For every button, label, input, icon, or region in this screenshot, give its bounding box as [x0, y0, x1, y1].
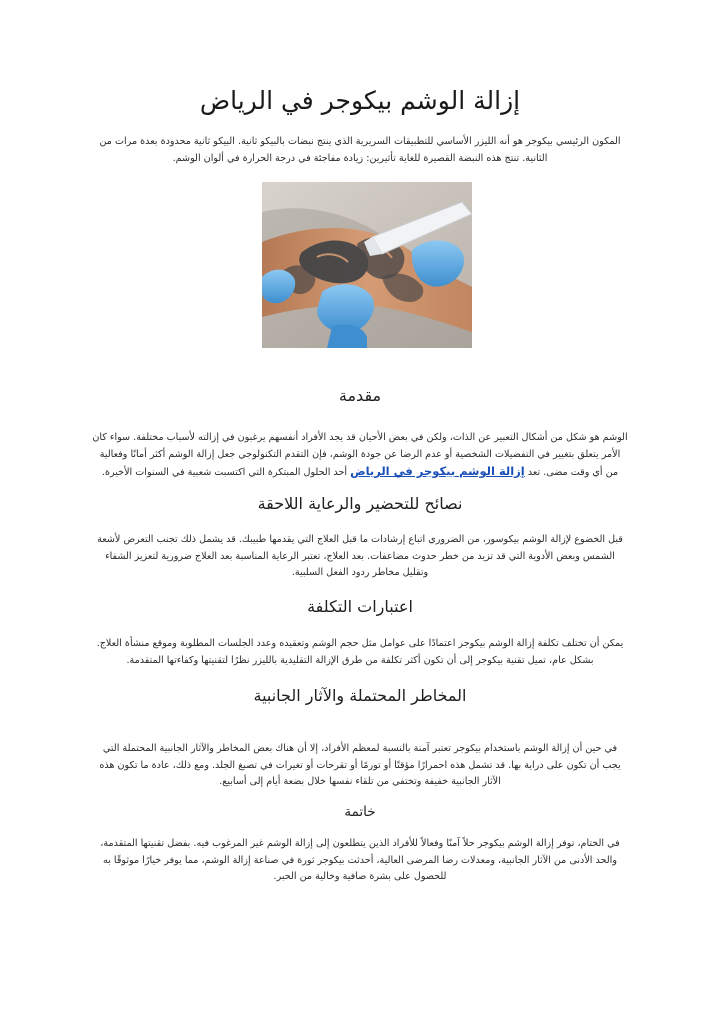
- tattoo-removal-photo: [262, 182, 472, 348]
- conclusion-heading: خاتمة: [344, 804, 376, 820]
- conclusion-paragraph: في الختام، توفر إزالة الوشم بيكوجر حلاً آمنًا وفعالاً للأفراد الذين يتطلعون إلى إزالة الوشم غير المرغوب فيه. بفضل تقنيتها المتقدمة، والحد الأدنى من الآثار الجانبية، ومعدلات رضا المرضى العالية، أحدثت بيكوجر ثورة في صناعة إزالة الوشم، مما يوفر خيارًا موثوقًا به للحصول على بشرة صافية وخالية من الحبر.: [100, 838, 620, 882]
- intro-heading: مقدمة: [338, 386, 382, 405]
- risks-paragraph: في حين أن إزالة الوشم باستخدام بيكوجر تعتبر آمنة بالنسبة لمعظم الأفراد، إلا أن هناك بعض المخاطر والآثار الجانبية المحتملة التي يجب أن تكون على دراية بها. قد تشمل هذه احمرارًا مؤقتًا أو تورمًا أو تقرحات أو تغيرات في تصبغ الجلد. ومع ذلك، عادة ما تكون هذه الآثار الجانبية خفيفة وتختفي من تلقاء نفسها خلال بضعة أيام إلى أسابيع.: [99, 743, 621, 787]
- tips-heading: نصائح للتحضير والرعاية اللاحقة: [257, 494, 463, 513]
- cost-paragraph: يمكن أن تختلف تكلفة إزالة الوشم بيكوجر اعتمادًا على عوامل مثل حجم الوشم وتعقيده وعدد الجلسات المطلوبة وموقع منشأة العلاج. بشكل عام، تميل تقنية بيكوجر إلى أن تكون أكثر تكلفة من طرق الإزالة التقليدية بالليزر نظرًا لتقنيتها وكفاءتها المتقدمة.: [96, 638, 624, 666]
- risks-heading: المخاطر المحتملة والآثار الجانبية: [253, 686, 467, 705]
- keyword-link[interactable]: إزالة الوشم بيكوجر في الرياض: [350, 464, 525, 478]
- page-title: إزالة الوشم بيكوجر في الرياض: [199, 86, 521, 115]
- intro-paragraph: المكون الرئيسي بيكوجر هو أنه الليزر الأساسي للتطبيقات السريرية الذي ينتج نبضات بالبيكو ثانية. البيكو ثانية محدودة بعدة مرات من الثانية. تنتج هذه النبضة القصيرة للغاية تأثيرين: زيادة مفاجئة في درجة الحرارة في ألوان الوشم.: [99, 136, 621, 164]
- tips-paragraph: قبل الخضوع لإزالة الوشم بيكوسور، من الضروري اتباع إرشادات ما قبل العلاج التي يقدمها طبيبك. قد يشمل ذلك تجنب التعرض لأشعة الشمس وبعض الأدوية التي قد تزيد من خطر حدوث مضاعفات. بعد العلاج، تعتبر الرعاية المناسبة بعد العلاج ضرورية لتعزيز الشفاء وتقليل مخاطر ردود الفعل السلبية.: [97, 534, 623, 578]
- intro-text-before: الوشم هو شكل من أشكال التعبير عن الذات، ولكن في بعض الأحيان قد يجد الأفراد أنفسهم يرغبون في إزالته لأسباب مختلفة. سواء كان الأمر يتعلق بتغيير في التفضيلات الشخصية أو عدم الرضا عن جودة الوشم، فإن التقدم التكنولوجي جعل إزالة الوشم أكثر أمانًا وفعالية من أي وقت مضى. تعد: [92, 432, 628, 478]
- intro-text-after: أحد الحلول المبتكرة التي اكتسبت شعبية في السنوات الأخيرة.: [101, 467, 351, 478]
- tattoo-removal-image: [262, 182, 472, 348]
- cost-heading: اعتبارات التكلفة: [307, 597, 413, 616]
- intro-section-paragraph: [0, 430, 720, 482]
